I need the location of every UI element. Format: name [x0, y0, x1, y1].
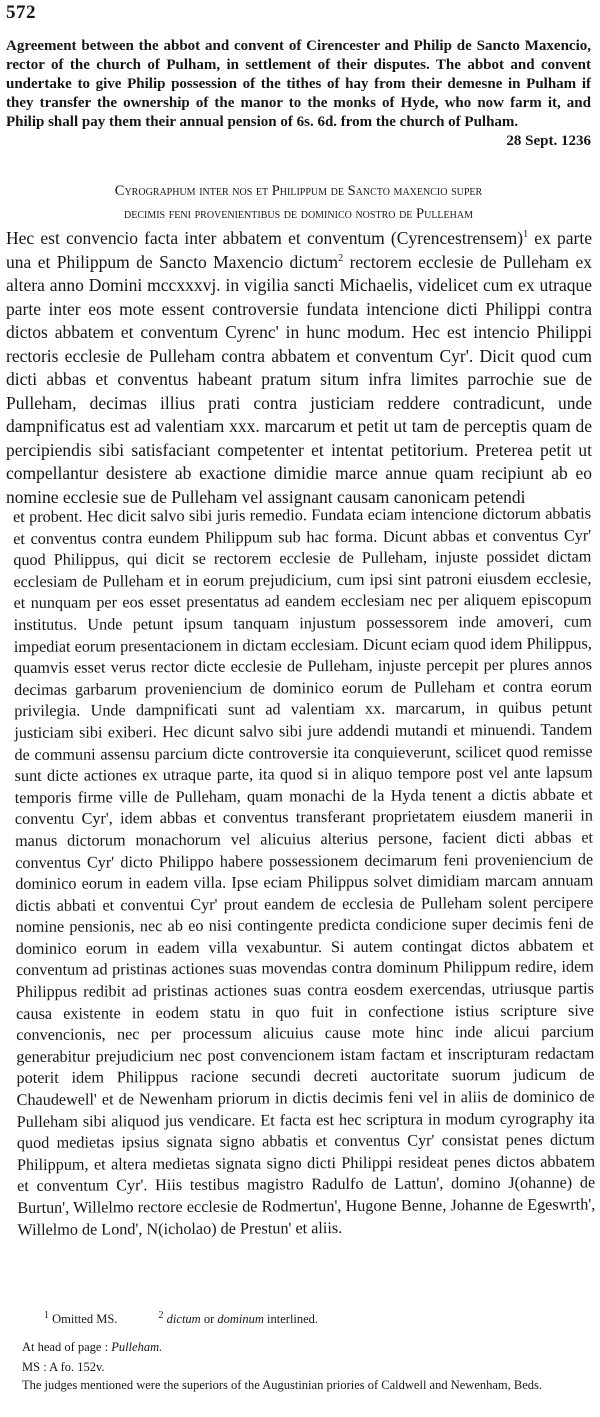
heading-line-1: Cyrographum inter nos et Philippum de Sancto maxencio super — [114, 183, 483, 199]
footnote-2-rest: interlined. — [263, 1312, 319, 1326]
manuscript-note — [22, 1358, 105, 1376]
body-text-c: rectorem ecclesie de Pulleham ex altera anno Domini mccxxxvj. in vigilia sancti Michaelis, videlicet cum ex utraque parte inter eos mote essent controversie fundata intencione dicti Philippi contra dictos abbatem et conventum Cyrenc' in hunc modum. Hec est intencio Philippi rectoris ecclesie de Pulleham contra abbatem et conventum Cyr'. Dicit quod cum dicti abbas et conventus habeant pratum situm infra limites parrochie sue de Pulleham, decimas illius prati contra justiciam reddere contradicunt, unde dampnificatus est ad valentiam xxx. marcarum et petit ut tam de perceptis quam de percipiendis sibi satisfaciant competenter et intentat petitorium. Preterea petit ut compellantur desistere ab exactione dimidie marce annue quam recipiunt ab eo nomine ecclesie sue de Pulleham vel assignant causam canonicam petendi — [6, 251, 592, 507]
footnote-2-word-1: dictum — [166, 1312, 201, 1326]
charter-text-part-1 — [6, 227, 592, 509]
summary-text: Agreement between the abbot and convent of Cirencester and Philip de Sancto Maxencio, rector of the church of Pulham, in settlement of their disputes. The abbot and convent undertake to give Philip possession of the tithes of hay from their demesne in Pulham if they transfer the ownership of the manor to the monks of Hyde, who now farm it, and Philip shall pay them their annual pension of 6s. 6d. from the church of Pulham. — [6, 38, 591, 130]
footnote-1-text: Omitted MS. — [49, 1312, 118, 1326]
charter-heading — [6, 180, 591, 226]
heading-line-2: decimis feni provenientibus de dominico nostro de Pulleham — [124, 206, 473, 222]
body-text-a: Hec est convencio facta inter abbatem et conventum (Cyrencestrensem) — [6, 228, 524, 248]
head-note-value: Pulleham. — [111, 1340, 163, 1354]
footnote-1 — [44, 1309, 118, 1326]
footnote-marker-1: 1 — [523, 229, 529, 241]
charter-date: 28 Sept. 1236 — [506, 133, 591, 149]
judges-note: The judges mentioned were the superiors of the Augustinian priories of Caldwell and Newenham, Beds. — [22, 1378, 543, 1392]
footnote-marker-2: 2 — [338, 252, 344, 264]
head-note-label: At head of page : — [22, 1340, 112, 1354]
summary-paragraph — [6, 37, 591, 151]
footnote-2-word-2: dominum — [217, 1312, 264, 1326]
charter-text-part-2: et probent. Hec dicit salvo sibi juris remedio. Fundata eciam intencione dictorum abbatis et conventus contra eundem Philippum sub hac forma. Dicunt abbas et conventus Cyr' quod Philippus, qui dicit se rectorem ecclesie de Pulleham, injuste possidet dictam ecclesiam de Pulleham et in eorum prejudicium, cum ipsi sint patroni eiusdem ecclesie, et nunquam per eos esset presentatus ad eandem ecclesiam nec per aliquem episcopum institutus. Unde petunt ipsum tanquam injustum possessorem inde amoveri, cum impediat eorum presentacionem in dictam ecclesiam. Dicunt eciam quod idem Philippus, quamvis esset verus rector dicte ecclesie de Pulleham, injuste percepit per plures annos decimas garbarum proveniencium de dominico eorum de Pulleham et contra eorum privilegia. Unde dampnificati sunt ad valentiam xx. marcarum, in quibus petunt justiciam sibi exiberi. Hec dicunt salvo sibi jure addendi mutandi et minuendi. Tandem de communi assensu parcium dicte controversie ita conquieverunt, scilicet quod remisse sunt dicte actiones ex utraque parte, ita quod si in aliquo tempore post vel ante lapsum temporis firme ville de Pulleham, quam monachi de la Hyda tenent a dictis abbate et conventu Cyr', idem abbas et conventus transferant proprietatem eiusdem manerii in manus dictorum monachorum vel alicuius alterius persone, facient dicti abbas et conventus Cyr' dicto Philippo habere possessionem decimarum feni proveniencium de dominico eorum in eadem villa. Ipse eciam Philippus solvet dimidiam marcam annuam dictis abbati et conventui Cyr' prout eandem de ecclesia de Pulleham solent percipere nomine pensionis, nec ab eo nisi contingente predicta condicione super decimis feni de dominico eorum in eadem villa vexabuntur. Si autem contingat dictos abbatem et conventum ad pristinas actiones suas movendas contra dominum Philippum redire, idem Philippus redibit ad pristinas actiones suas contra eosdem exercendas, utriusque partis causa existente in eodem statu in quo fuit in confectione istius scripture sive convencionis, nec per processum alicuius cause mote hinc inde alicui parcium generabitur prejudicium nec post convencionem istam factam et inscripturam redactam poterit idem Philippus racione secundi decreti auctoritate suorum judicum de Chaudewell' et de Newenham priorum in dictis decimis feni vel in aliis de dominico de Pulleham sibi aliquod jus vendicare. Et facta est hec scriptura in modum cyrography ita quod medietas ipsius signata signo abbatis et conventus Cyr' consistat penes dictum Philippum, et altera medietas signata signo dicti Philippi resideat penes dictos abbatem et conventum Cyr'. Hiis testibus magistro Radulfo de Lattun', domino J(ohanne) de Burtun', Willelmo rectore ecclesie de Rodmertun', Hugone Benne, Johanne de Egeswrth', Willelmo de Lond', N(icholao) de Prestun' et aliis. — [13, 504, 596, 1239]
footnote-1-number: 1 — [44, 1309, 49, 1321]
ms-note-value: A fo. 152v. — [49, 1360, 105, 1374]
ms-note-label: MS : — [22, 1360, 50, 1374]
body-text-b: ex parte una et Philippum de Sancto Maxencio dictum — [6, 228, 593, 272]
footnote-2-number: 2 — [158, 1309, 164, 1321]
head-of-page-note — [22, 1338, 162, 1356]
footnotes — [44, 1310, 318, 1328]
page-number: 572 — [6, 2, 36, 23]
footnote-2-or: or — [200, 1312, 218, 1326]
footnote-2 — [158, 1309, 319, 1326]
